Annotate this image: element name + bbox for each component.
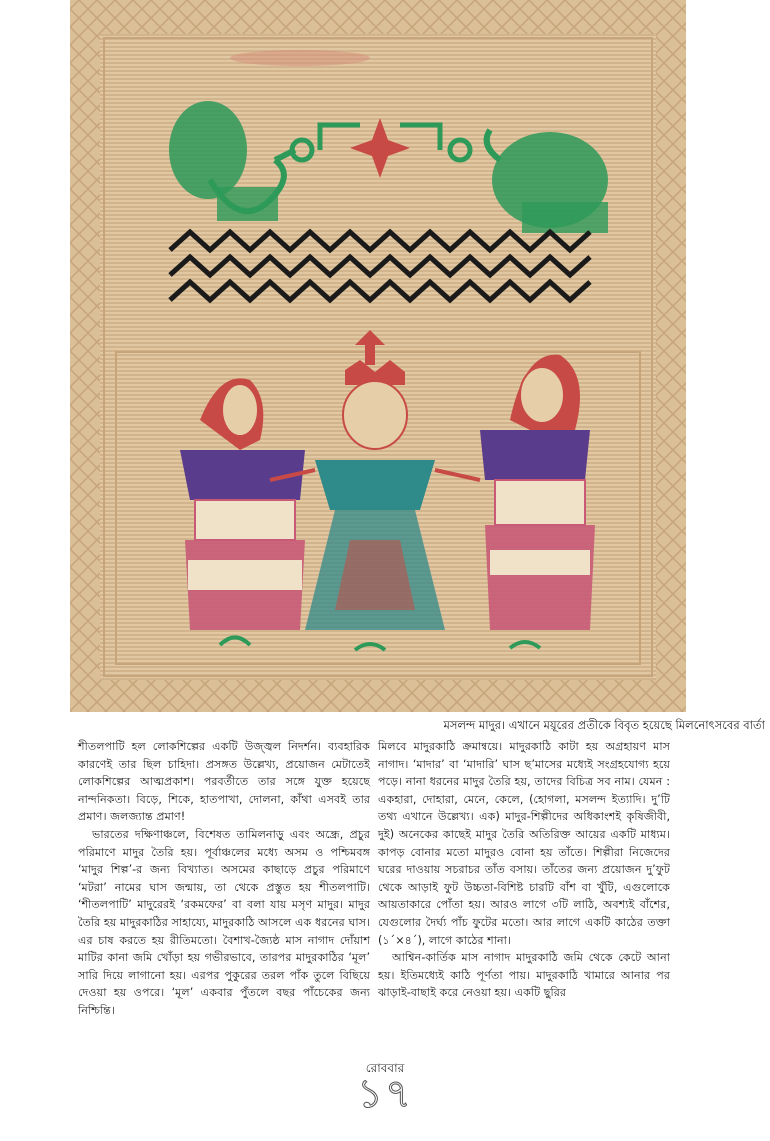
article-left-column [78, 738, 370, 1020]
page-number: ১৭ [357, 1071, 413, 1117]
photo-caption: মসলন্দ মাদুর। এখানে ময়ূরের প্রতীকে বিবৃত হয়েছে মিলনোৎসবের বার্তা [443, 718, 765, 732]
paragraph: ভারতের দক্ষিণাঞ্চলে, বিশেষত তামিলনাড়ু এবং অন্ধ্রে, প্রচুর পরিমাণে মাদুর তৈরি হয়। পূর্বাঞ্চলের মধ্যে অসম ও পশ্চিমবঙ্গ ‘মাদুর শিল্প’-র জন্য বিখ্যাত। অসমের কাছাড়ে প্রচুর পরিমাণে ‘মটরা’ নামের ঘাস জন্মায়, তা থেকে প্রস্তুত হয় শীতলপাটি। ‘শীতলপাটি’ মাদুরেরই ‘রকমফের’ বা বলা যায় মসৃণ মাদুর। মাদুর তৈরি হয় মাদুরকাঠির সাহায্যে, মাদুরকাঠি আসলে এক ধরনের ঘাস। এর চাষ করতে হয় রীতিমতো। বৈশাখ-জ্যৈষ্ঠ মাস নাগাদ দোঁয়াশ মাটির কানা জমি খোঁড়া হয় গভীরভাবে, তারপর মাদুরকাঠির ‘মূল’ সারি দিয়ে লাগানো হয়। এরপর পুকুরের তরল পাঁক তুলে বিছিয়ে দেওয়া হয় ওপরে। ‘মূল’ একবার পুঁতলে বছর পাঁচেকের জন্য নিশ্চিন্তি। [78, 827, 370, 1017]
paragraph: মিলবে মাদুরকাঠি ক্রমান্বয়ে। মাদুরকাঠি কাটা হয় অগ্রহায়ণ মাস নাগাদ। ‘মাদার’ বা ‘মাদারি’ ঘাস ছ’মাসের মধ্যেই সংগ্রহযোগ্য হয়ে পড়ে। নানা ধরনের মাদুর তৈরি হয়, তাদের বিচিত্র সব নাম। যেমন : একহারা, দোহারা, মেনে, কেলে, (হোগলা, মসলন্দ ইত্যাদি। দু’টি তথ্য এখানে উল্লেখ্য। এক) মাদুর-শিল্পীদের অধিকাংশই কৃষিজীবী, দুই) অনেকের কাছেই মাদুর তৈরি অতিরিক্ত আয়ের একটি মাধ্যম। কাপড় বোনার মতো মাদুরও বোনা হয় তাঁতে। শিল্পীরা নিজেদের ঘরের দাওয়ায় সচরাচর তাঁত বসায়। তাঁতের জন্য প্রয়োজন দু’ফুট থেকে আড়াই ফুট উচ্চতা-বিশিষ্ট চারটি বাঁশ বা খুঁটি, এগুলোকে আয়তাকারে পোঁতা হয়। আরও লাগে ৩টি লাঠি, অবশ্যই বাঁশের, যেগুলোর দৈর্ঘ্য পাঁচ ফুটের মতো। আর লাগে একটি কাঠের তক্তা (১´×৪´), লাগে কাঠের শানা। [378, 740, 670, 947]
magazine-name: রোববার [365, 1061, 405, 1075]
paragraph: শীতলপাটি হল লোকশিল্পের একটি উজ্জ্বল নিদর্শন। ব্যবহারিক কারণেই তার ছিল চাহিদা। প্রসঙ্গত উল্লেখ্য, প্রয়োজন মেটাতেই লোকশিল্পের আত্মপ্রকাশ। পরবর্তীতে তার সঙ্গে যুক্ত হয়েছে নান্দনিকতা। বিড়ে, শিকে, হাতপাখা, দোলনা, কাঁথা এসবই তার প্রমাণ। জলজ্যান্ত প্রমাণ! [78, 740, 370, 824]
paragraph: আশ্বিন-কার্তিক মাস নাগাদ মাদুরকাঠি জমি থেকে কেটে আনা হয়। ইতিমধ্যেই কাঠি পূর্ণতা পায়। মাদুরকাঠি খামারে আনার পর ঝাড়াই-বাছাই করে নেওয়া হয়। একটি ছুরির [378, 951, 670, 1000]
article-right-column [378, 738, 670, 1002]
woven-mat-image [70, 0, 686, 712]
